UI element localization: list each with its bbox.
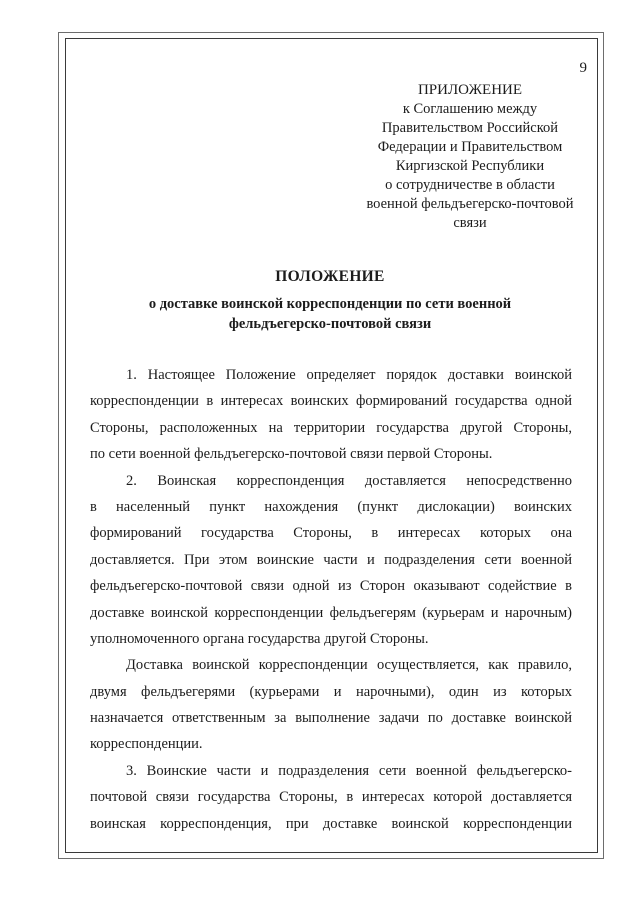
appendix-line: военной фельдъегерско-почтовой — [366, 196, 574, 212]
appendix-line: Правительством Российской — [381, 120, 559, 136]
body-line: формирований государства Стороны, в интересах которых она — [90, 525, 572, 542]
body-line: корреспонденции в интересах воинских формирований государства одной — [90, 393, 572, 410]
body-line: Стороны, расположенных на территории государства другой Стороны, — [90, 419, 572, 436]
body-line: уполномоченного органа государства другой Стороны. — [90, 630, 429, 647]
body-line: 3. Воинские части и подразделения сети военной фельдъегерско- — [126, 762, 572, 779]
page-number: 9 — [579, 60, 587, 76]
body-line: фельдъегерско-почтовой связи одной из Сторон оказывают содействие в — [90, 578, 572, 595]
body-line: 2. Воинская корреспонденция доставляется непосредственно — [126, 472, 572, 489]
appendix-line: о сотрудничестве в области — [385, 177, 555, 193]
body-line: почтовой связи государства Стороны, в интересах которой доставляется — [90, 789, 572, 806]
appendix-block — [340, 81, 600, 233]
body-line: по сети военной фельдъегерско-почтовой связи первой Стороны. — [90, 446, 493, 463]
appendix-line: Киргизской Республики — [395, 158, 545, 174]
body-line: корреспонденции. — [90, 736, 203, 753]
body-line: двумя фельдъегерями (курьерами и нарочными), один из которых — [90, 683, 572, 700]
appendix-line: к Соглашению между — [402, 101, 538, 117]
document-body — [90, 362, 572, 837]
appendix-line: связи — [453, 215, 487, 231]
subtitle-line: о доставке воинской корреспонденции по сети военной — [148, 296, 512, 312]
appendix-line: Федерации и Правительством — [377, 139, 563, 155]
body-line: 1. Настоящее Положение определяет порядок доставки воинской — [126, 367, 572, 383]
appendix-heading: ПРИЛОЖЕНИЕ — [417, 82, 523, 98]
body-line: назначается ответственным за выполнение задачи по доставке воинской — [90, 710, 572, 727]
document-title: ПОЛОЖЕНИЕ — [275, 268, 385, 285]
body-line: доставляется. При этом воинские части и подразделения сети военной — [90, 551, 572, 568]
body-line: в населенный пункт нахождения (пункт дислокации) воинских — [90, 498, 572, 515]
subtitle-line: фельдъегерско-почтовой связи — [228, 316, 432, 332]
body-line: воинская корреспонденция, при доставке воинской корреспонденции — [90, 815, 572, 832]
document-subtitle — [70, 294, 590, 334]
body-line: Доставка воинской корреспонденции осуществляется, как правило, — [126, 657, 572, 674]
body-line: доставке воинской корреспонденции фельдъегерям (курьерам и нарочным) — [90, 604, 572, 621]
